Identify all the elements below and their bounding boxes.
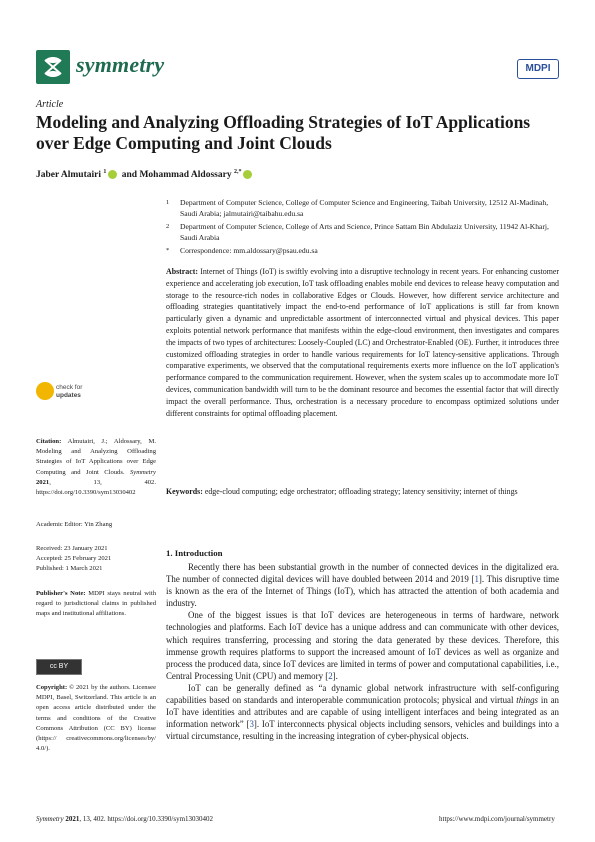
author-affil-sup: 1: [103, 169, 107, 175]
check-updates-button[interactable]: [36, 380, 126, 410]
paragraph-text: ]. IoT interconnects physical objects including sensors, vehicles and buildings into a virtual circumstance, resulting in the increasing integration of cyber-physical objects.: [166, 719, 559, 742]
academic-editor: Academic Editor: Yin Zhang: [36, 521, 113, 528]
check-updates-line2: updates: [56, 392, 81, 399]
author-name[interactable]: Jaber Almutairi: [36, 170, 102, 181]
paragraph-text: ].: [332, 670, 338, 681]
paragraph-text: IoT can be generally defined as “a dynamic global network infrastructure with self-configuring capabilities based on standards and interoperable communication protocols; physical and virtual: [166, 682, 559, 706]
affiliation: [166, 222, 556, 243]
footer-year: 2021: [65, 815, 80, 823]
journal-name[interactable]: symmetry: [76, 52, 165, 77]
dates: [36, 544, 156, 575]
affiliation-number: 1: [166, 199, 170, 206]
paragraph-emphasis: things: [516, 695, 538, 706]
citation-year: 2021: [36, 478, 50, 486]
journal-logo-icon: [36, 50, 70, 84]
citation-link[interactable]: 2: [328, 670, 333, 681]
paper-title: Modeling and Analyzing Offloading Strategies of IoT Applications over Edge Computing and Joint Clouds: [36, 112, 531, 153]
section-heading: 1. Introduction: [166, 548, 223, 558]
citation-label: Citation:: [36, 438, 62, 445]
author-list: [36, 169, 254, 180]
citation-link[interactable]: 3: [249, 719, 254, 730]
keywords-text: edge-cloud computing; edge orchestrator; offloading strategy; latency sensitivity; internet of things: [204, 487, 518, 496]
publisher-note-label: Publisher's Note:: [36, 590, 86, 597]
abstract-text: Internet of Things (IoT) is swiftly evolving into a disruptive technology in recent years. For enhancing customer experience and accelerating job execution, IoT task offloading enables mobile end devices to release heavy computation and storage to the resource-rich nodes in collaborative Edges or Clouds. However, how different service architecture and offloading strategies quantitatively impact the end-to-end performance of IoT applications is still far from known particularly given a dynamic and unpredictable assortment of interconnected virtual and physical devices. This paper exploits potential network performance that manifests within the edge-cloud environment, then investigates and compares the impacts of two types of architectures: Loosely-Coupled (LC) and Orchestrator-Enabled (OE). Further, it introduces three customized offloading strategies in order to handle various requirements for IoT latency-sensitive applications. Through comparative experiments, we observed that the computational requirements exerts more influence on the IoT application's performance compared to the communication requirement. However, when the system scales up to accommodate more IoT devices, communication bandwidth will turn to be the dominant resource and becomes the essential factor that will directly impact the overall performance. Thus, orchestration is a necessary procedure to encompass optimized solutions under different constraints for optimal offloading placement.: [166, 267, 559, 418]
affiliation-text: Department of Computer Science, College of Computer Science and Engineering, Taibah University, 12512 Al-Madinah, Saudi Arabia; jalmutairi@taibahu.edu.sa: [180, 198, 549, 218]
footer-url[interactable]: https://www.mdpi.com/journal/symmetry: [439, 815, 555, 823]
orcid-icon[interactable]: [108, 170, 117, 179]
orcid-icon[interactable]: [243, 170, 252, 179]
check-updates-icon: [36, 382, 54, 400]
affiliation-number: *: [166, 247, 170, 254]
publisher-note-text: MDPI stays neutral with regard to jurisdictional claims in published maps and institutional affiliations.: [36, 590, 156, 618]
correspondence[interactable]: Correspondence: mm.aldossary@psau.edu.sa: [180, 246, 318, 255]
paragraph-text: in an IoT have identities and attributes and are capable of using intelligent interfaces and being integrated as an information network” [: [166, 695, 559, 730]
paragraph: [166, 682, 559, 742]
abstract-label: Abstract:: [166, 267, 198, 276]
introduction-body: [166, 561, 559, 742]
paragraph-text: Recently there has been substantial growth in the number of connected devices in the digitalized era. The number of connected digital devices will have doubled between 2014 and 2019 [: [166, 562, 559, 585]
footer-citation: [36, 815, 213, 823]
citation-journal: Symmetry: [129, 468, 156, 476]
publisher-note: [36, 589, 156, 620]
paragraph-text: ]. This disruptive time is known as the era of the Internet of Things (IoT), which has attracted the attention of both academia and industry.: [166, 574, 560, 609]
copyright: [36, 683, 156, 754]
article-type: Article: [36, 99, 64, 110]
affiliation: [166, 246, 556, 257]
affiliation-number: 2: [166, 223, 170, 230]
affiliation-text: Department of Computer Science, College of Arts and Science, Prince Sattam Bin Abdulaziz University, 11942 Al-Kharj, Saudi Arabia: [180, 222, 549, 242]
author-affil-sup: 2,*: [233, 169, 242, 175]
date-accepted: Accepted: 25 February 2021: [36, 555, 112, 563]
citation-text: Almutairi, J.; Aldossary, M. Modeling and Analyzing Offloading Strategies of IoT Applications over Edge Computing and Joint Clouds.: [36, 438, 156, 476]
cc-license-badge[interactable]: cc BY: [36, 659, 82, 675]
check-updates-line1: check for: [56, 384, 83, 391]
date-received: Received: 23 January 2021: [36, 545, 108, 552]
paragraph: [166, 561, 559, 609]
keywords: [166, 486, 559, 498]
affiliations: [166, 198, 556, 257]
date-published: Published: 1 March 2021: [36, 565, 103, 573]
paragraph: [166, 609, 559, 682]
citation-doi[interactable]: , 13, 402. https://doi.org/10.3390/sym13030402: [36, 478, 156, 497]
paragraph-text: One of the biggest issues is that IoT devices are heterogeneous in terms of hardware, network technologies and platforms. Each IoT device has a unique address and can communicate with other devices, which requires transferring, processing and storing the data generated by these devices. Therefore, this immense growth requires platforms to support the increased amount of IoT devices as well as organize and process the produced data, since IoT devices are limited in terms of power and computational capabilities, i.e., Central Processing Unit (CPU) and memory [: [166, 610, 559, 681]
copyright-label: Copyright:: [36, 684, 68, 691]
author-connector: and: [121, 170, 138, 181]
citation: [36, 437, 156, 498]
citation-link[interactable]: 1: [474, 574, 479, 585]
check-updates-label: [56, 384, 82, 400]
author-name[interactable]: Mohammad Aldossary: [139, 170, 232, 181]
copyright-text: © 2021 by the authors. Licensee MDPI, Basel, Switzerland. This article is an open access article distributed under the terms and conditions of the Creative Commons Attribution (CC BY) license (https:// creativecommons.org/licenses/by/ 4.0/).: [36, 684, 156, 753]
abstract: [166, 266, 559, 419]
affiliation: [166, 198, 556, 219]
footer-journal: Symmetry: [36, 815, 64, 823]
keywords-label: Keywords:: [166, 487, 203, 496]
footer-doi[interactable]: , 13, 402. https://doi.org/10.3390/sym13030402: [79, 815, 214, 823]
mdpi-logo[interactable]: MDPI: [517, 59, 559, 79]
